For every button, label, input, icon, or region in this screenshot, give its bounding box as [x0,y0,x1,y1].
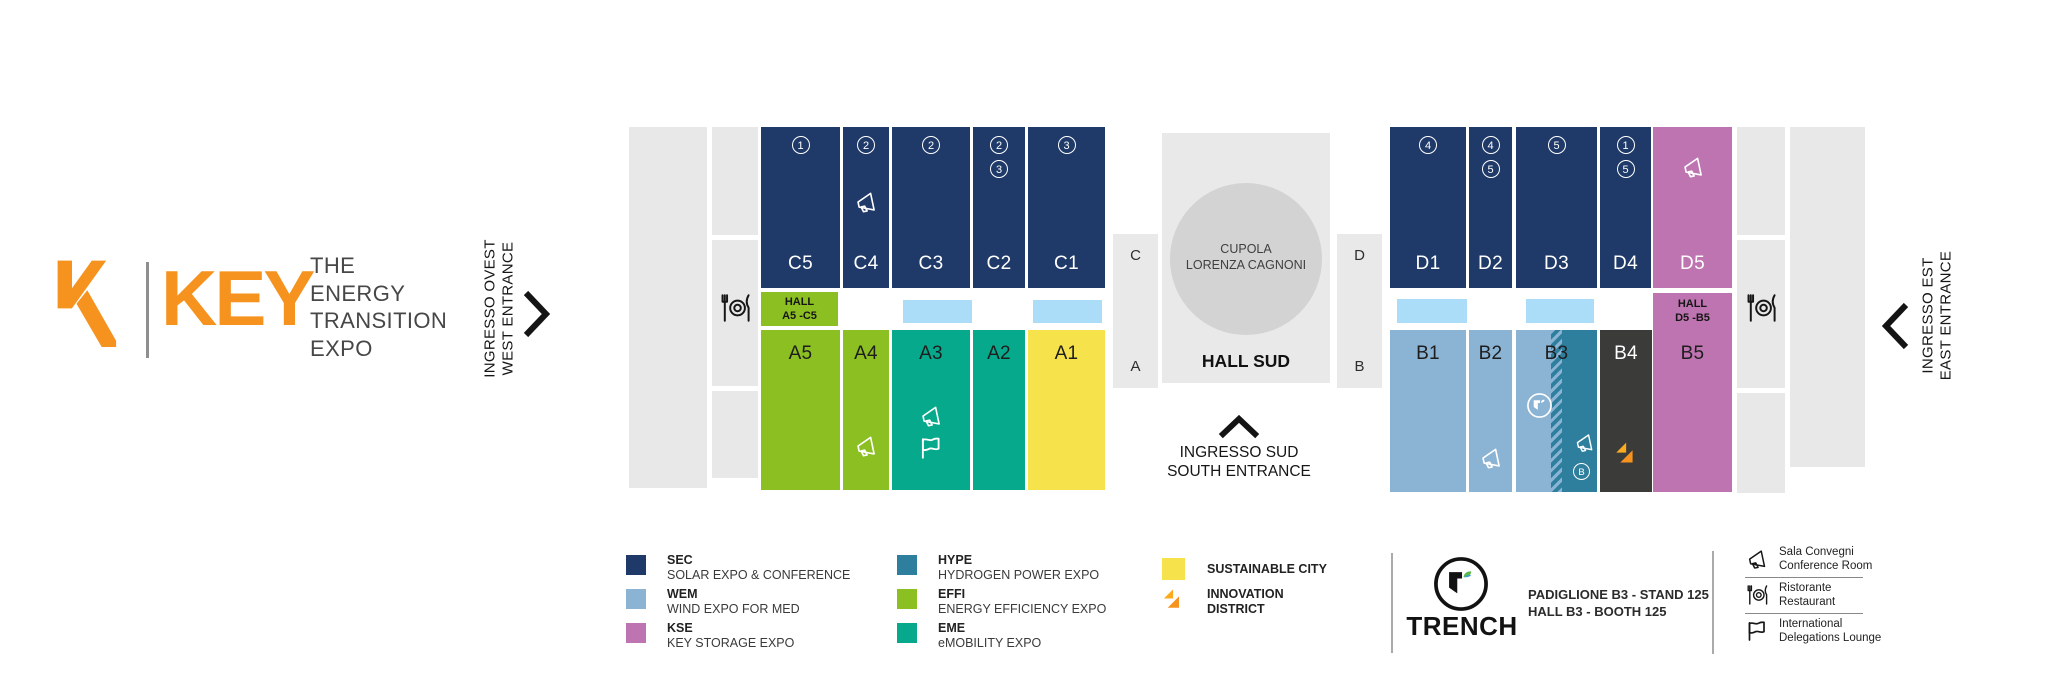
room-number-badge: 2 [990,136,1008,154]
south-entrance-label [1150,444,1328,481]
hall-a2 [973,330,1025,490]
hall-d3 [1516,127,1597,288]
trench-location-line1: PADIGLIONE B3 - STAND 125 [1528,587,1709,602]
facility-line2: Delegations Lounge [1779,632,1882,644]
conference-room-icon [1745,548,1769,572]
room-number-badge: 2 [857,136,875,154]
room-number-badge: 1 [792,136,810,154]
hall-a1 [1028,330,1105,490]
conference-room-icon [853,190,879,216]
room-number-badge: 1 [1617,136,1635,154]
conference-room-icon [918,404,944,430]
hall-link-a5c5 [761,292,838,326]
legend-divider [1712,551,1714,654]
delegations-lounge-flag-icon [918,435,944,461]
hall-label: D4 [1613,253,1638,274]
hall-c2 [973,127,1025,288]
east-service-block [1737,127,1785,235]
hall-c4 [843,127,889,288]
room-number-badge: 2 [922,136,940,154]
cupola-label [1162,241,1330,273]
hall-label: D2 [1478,253,1503,274]
legend-innovation-line2: DISTRICT [1207,602,1265,616]
hall-a3 [892,330,970,490]
hall-b3 [1516,330,1597,492]
south-entrance-line2: SOUTH ENTRANCE [1167,462,1311,480]
legend-name: WIND EXPO FOR MED [667,602,800,616]
hall-link-line1: HALL [1677,298,1708,310]
corridor-ca [1113,234,1158,388]
b-marker-badge: B [1573,463,1590,480]
room-number-badge: 4 [1482,136,1500,154]
hall-label: C5 [788,253,813,274]
passage-marker [1033,300,1102,323]
corridor-letter: B [1354,358,1365,375]
legend-sustainable-city-label: SUSTAINABLE CITY [1207,562,1327,576]
legend-swatch-kse [626,623,646,643]
corridor-letter: D [1354,247,1365,264]
legend-swatch-sec [626,555,646,575]
hall-c1 [1028,127,1105,288]
legend-divider [1391,553,1393,653]
brand-tagline [310,252,447,362]
passage-marker [903,300,972,323]
west-entrance-chevron-icon [521,288,551,340]
cupola-line1: CUPOLA [1220,242,1272,256]
hall-a4 [843,330,889,490]
facility-line2: Restaurant [1779,596,1836,608]
hall-d1 [1390,127,1466,288]
legend-innovation-line1: INNOVATION [1207,587,1284,601]
legend-name: KEY STORAGE EXPO [667,636,795,650]
tagline-line: TRANSITION [310,308,448,333]
hall-d2 [1469,127,1512,288]
legend-code: SEC [667,553,693,567]
east-entrance-label [1920,228,1957,404]
hall-label: B1 [1416,343,1440,364]
legend-name: ENERGY EFFICIENCY EXPO [938,602,1107,616]
east-entrance-line1: INGRESSO EST [1919,257,1937,374]
east-service-block [1737,393,1785,493]
east-entrance-line2: EAST ENTRANCE [1937,250,1955,381]
hall-link-d5b5 [1653,293,1732,330]
room-number-badge: 3 [990,160,1008,178]
west-entrance-line2: WEST ENTRANCE [499,241,517,376]
facility-delegations-lounge [1779,617,1881,645]
facility-line1: Sala Convegni [1779,546,1854,558]
room-number-badge: 3 [1058,136,1076,154]
hall-c5 [761,127,840,288]
hall-label: C1 [1054,253,1079,274]
hall-label: A2 [987,343,1011,364]
legend-code: HYPE [938,553,973,567]
facility-line1: Ristorante [1779,582,1832,594]
room-number-badge: 5 [1548,136,1566,154]
trench-logo-icon [1432,555,1490,613]
hall-b2 [1469,330,1512,492]
logo-divider [146,262,149,358]
hall-label: D1 [1415,253,1441,274]
legend-code: EME [938,621,966,635]
hall-label: B4 [1614,343,1638,364]
south-entrance-chevron-icon [1216,414,1262,441]
legend-swatch-hype [897,555,917,575]
hall-link-line1: HALL [784,296,815,308]
restaurant-icon [718,291,752,325]
hall-label: D3 [1544,253,1569,274]
hall-label: C4 [853,253,879,274]
passage-marker [1397,299,1467,323]
hall-label: A3 [919,343,943,364]
east-entrance-chevron-icon [1881,300,1911,352]
hall-d5 [1653,127,1732,288]
legend-swatch-sustainable-city [1162,558,1185,580]
hall-label: D5 [1680,253,1705,274]
key-logo-mark-icon [45,253,135,351]
hall-sud [1162,133,1330,383]
hall-link-line2: D5 -B5 [1675,311,1710,324]
hall-b1 [1390,330,1466,492]
tagline-line: THE [310,253,356,278]
tagline-line: EXPO [310,335,373,361]
restaurant-icon [1745,583,1769,607]
corridor-letter: A [1130,358,1141,375]
hall-label: C3 [918,253,944,274]
trench-wordmark: TRENCH [1406,611,1518,641]
corridor-db [1337,234,1382,388]
legend-code: WEM [667,587,698,601]
west-entrance-label [482,221,519,397]
facility-line2: Conference Room [1779,560,1873,572]
innovation-district-icon [1159,585,1185,611]
facility-line1: International [1779,618,1843,630]
west-service-block [629,127,707,488]
hall-d4 [1600,127,1651,288]
east-service-block [1790,127,1865,467]
legend-swatch-eme [897,623,917,643]
hall-link-line2: A5 -C5 [782,309,817,322]
trench-location-line2: HALL B3 - BOOTH 125 [1528,604,1667,619]
hall-label: A5 [788,343,813,364]
south-entrance-line1: INGRESSO SUD [1179,444,1299,461]
hall-sud-label: HALL SUD [1201,351,1291,371]
legend-swatch-effi [897,589,917,609]
hall-label: C2 [986,253,1012,274]
legend-code: EFFI [938,587,966,601]
west-service-block [712,240,758,386]
west-service-block [712,391,758,478]
east-service-block [1737,240,1785,388]
conference-room-icon [1680,155,1706,181]
restaurant-icon [1744,291,1778,325]
facility-separator [1745,613,1863,614]
room-number-badge: 4 [1419,136,1437,154]
tagline-line: ENERGY [310,280,406,306]
facility-sala-convegni [1779,545,1872,573]
corridor-letter: C [1130,247,1141,264]
delegations-lounge-flag-icon [1745,619,1769,643]
room-number-badge: 5 [1617,160,1635,178]
trench-booth-marker-icon [1526,392,1553,419]
facility-separator [1745,577,1863,578]
hall-label: A1 [1054,343,1079,364]
legend-code: KSE [667,621,693,635]
hall-label: B2 [1478,343,1503,364]
hall-label: B5 [1680,343,1705,364]
passage-marker [1526,299,1594,323]
hall-b4 [1600,330,1652,492]
west-service-block [712,127,758,235]
conference-room-icon [853,434,879,460]
hall-label: A4 [854,343,878,364]
innovation-district-icon [1611,438,1639,466]
conference-room-icon [1478,446,1504,472]
hall-label: B3 [1544,343,1569,364]
legend-swatch-wem [626,589,646,609]
hall-c3 [892,127,970,288]
west-entrance-line1: INGRESSO OVEST [481,239,499,378]
hall-b5 [1653,330,1732,492]
legend-name: HYDROGEN POWER EXPO [938,568,1100,582]
cupola-line2: LORENZA CAGNONI [1185,258,1307,272]
hall-a5 [761,330,840,490]
room-number-badge: 5 [1482,160,1500,178]
legend-name: SOLAR EXPO & CONFERENCE [667,568,851,582]
brand-wordmark: KEY [161,254,313,342]
conference-room-icon [1573,432,1596,455]
facility-ristorante [1779,581,1835,609]
legend-name: eMOBILITY EXPO [938,636,1042,650]
